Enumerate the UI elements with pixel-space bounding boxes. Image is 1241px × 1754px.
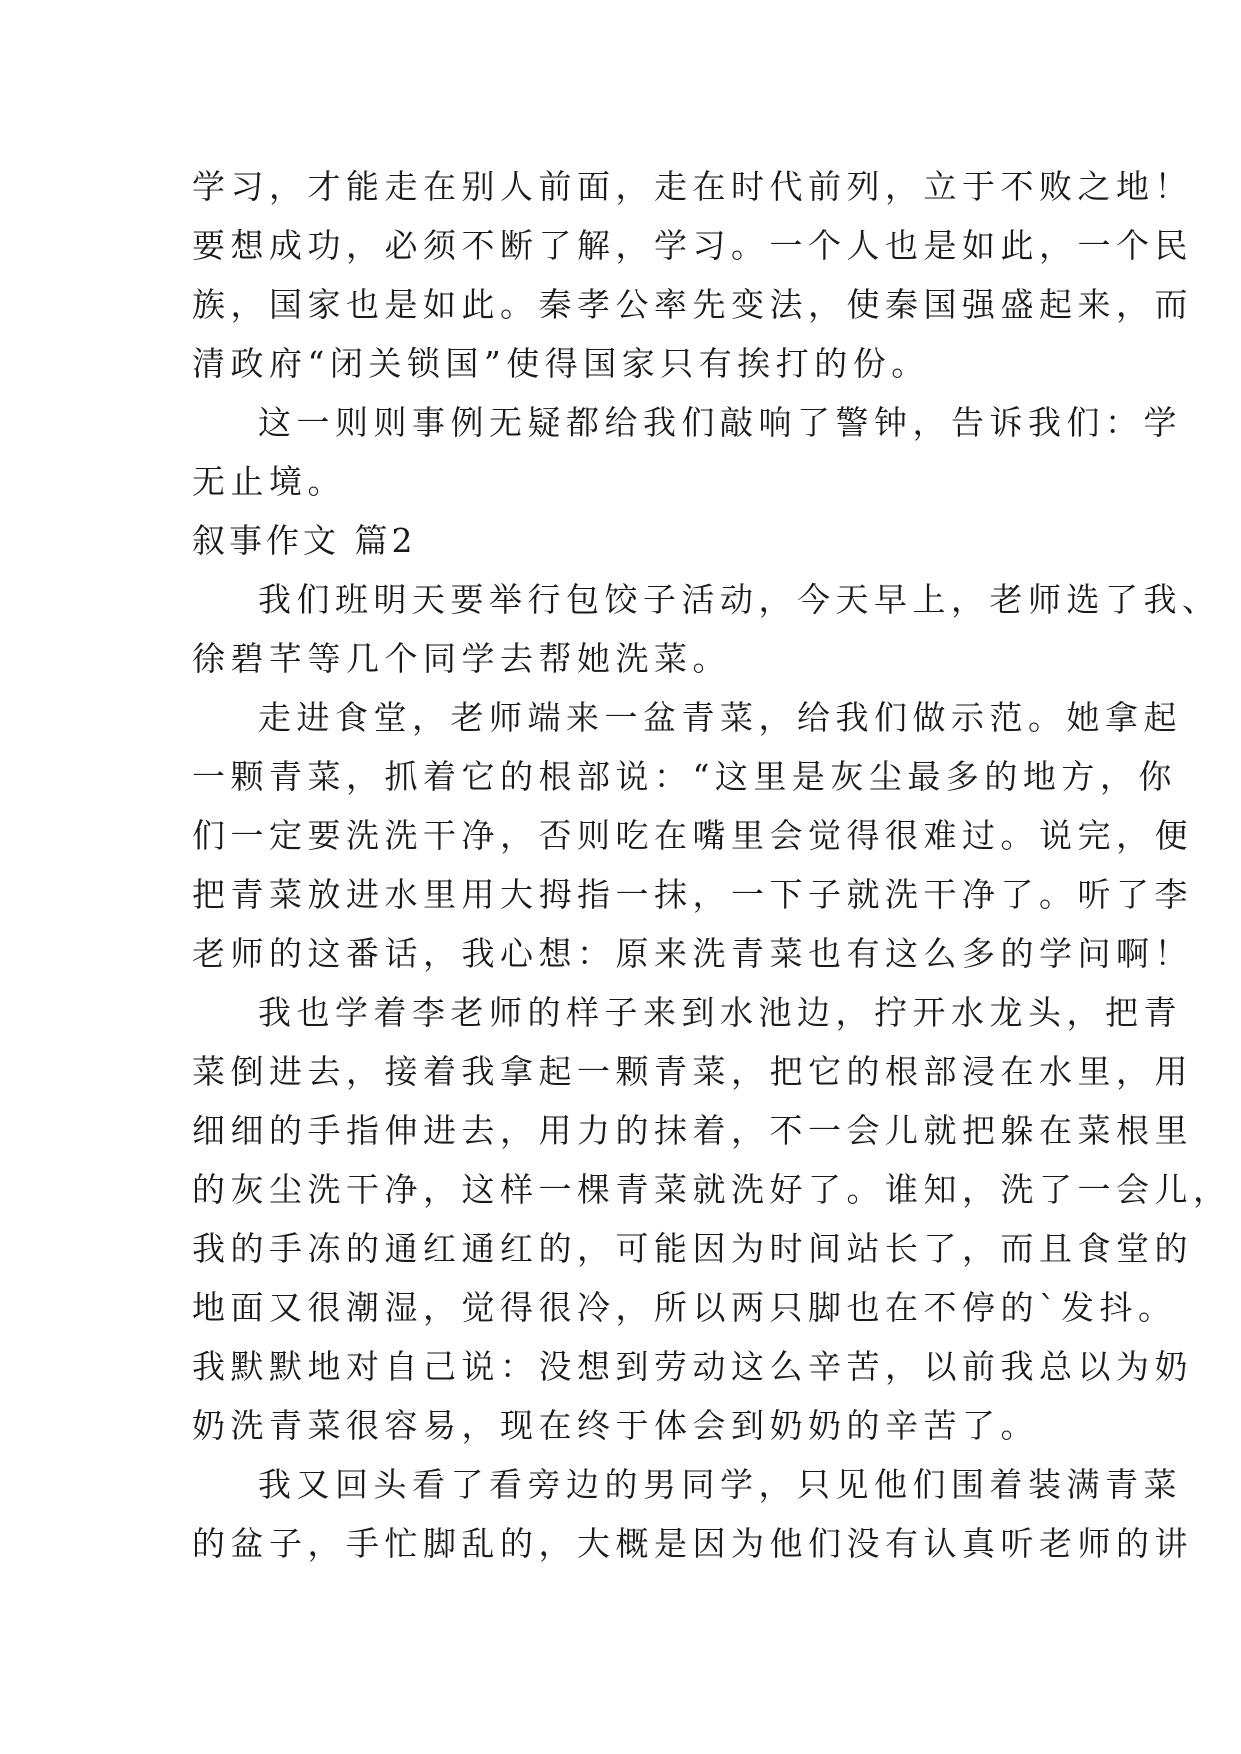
text-line: 族，国家也是如此。秦孝公率先变法，使秦国强盛起来，而 — [192, 285, 1193, 324]
text-line: 我的手冻的通红通红的，可能因为时间站长了，而且食堂的 — [192, 1229, 1193, 1268]
text-line: 要想成功，必须不断了解，学习。一个人也是如此，一个民 — [192, 226, 1193, 265]
text-line: 清政府“闭关锁国”使得国家只有挨打的份。 — [192, 344, 930, 383]
text-line: 我也学着李老师的样子来到水池边，拧开水龙头，把青 — [258, 993, 1182, 1032]
text-line: 地面又很潮湿，觉得很冷，所以两只脚也在不停的`发抖。 — [192, 1288, 1177, 1327]
text-line: 我默默地对自己说：没想到劳动这么辛苦，以前我总以为奶 — [192, 1347, 1193, 1386]
document-page — [192, 157, 1232, 1573]
paragraph — [192, 570, 1221, 688]
paragraph — [192, 393, 1182, 511]
text-line: 奶洗青菜很容易，现在终于体会到奶奶的辛苦了。 — [192, 1406, 1039, 1445]
section-heading-text: 叙事作文 篇2 — [192, 521, 417, 560]
text-line: 菜倒进去，接着我拿起一颗青菜，把它的根部浸在水里，用 — [192, 1052, 1193, 1091]
text-line: 老师的这番话，我心想：原来洗青菜也有这么多的学问啊！ — [192, 934, 1193, 973]
text-line: 的灰尘洗干净，这样一棵青菜就洗好了。谁知，洗了一会儿， — [192, 1170, 1232, 1209]
text-line: 们一定要洗洗干净，否则吃在嘴里会觉得很难过。说完，便 — [192, 816, 1193, 855]
text-line: 徐碧芊等几个同学去帮她洗菜。 — [192, 639, 731, 678]
paragraph — [192, 688, 1193, 983]
paragraph — [192, 1455, 1193, 1573]
text-line: 一颗青菜，抓着它的根部说：“这里是灰尘最多的地方，你 — [192, 757, 1177, 796]
text-line: 无止境。 — [192, 462, 346, 501]
section-heading — [192, 511, 1052, 570]
paragraph — [192, 983, 1232, 1455]
paragraph — [192, 157, 1193, 393]
text-line: 走进食堂，老师端来一盆青菜，给我们做示范。她拿起 — [258, 698, 1182, 737]
text-line: 我又回头看了看旁边的男同学，只见他们围着装满青菜 — [258, 1465, 1182, 1504]
text-line: 学习，才能走在别人前面，走在时代前列，立于不败之地！ — [192, 167, 1193, 206]
text-line: 的盆子，手忙脚乱的，大概是因为他们没有认真听老师的讲 — [192, 1524, 1193, 1563]
text-line: 这一则则事例无疑都给我们敲响了警钟，告诉我们：学 — [258, 403, 1182, 442]
text-line: 细细的手指伸进去，用力的抹着，不一会儿就把躲在菜根里 — [192, 1111, 1193, 1150]
text-line: 把青菜放进水里用大拇指一抹，一下子就洗干净了。听了李 — [192, 875, 1193, 914]
text-line: 我们班明天要举行包饺子活动，今天早上，老师选了我、 — [258, 580, 1221, 619]
